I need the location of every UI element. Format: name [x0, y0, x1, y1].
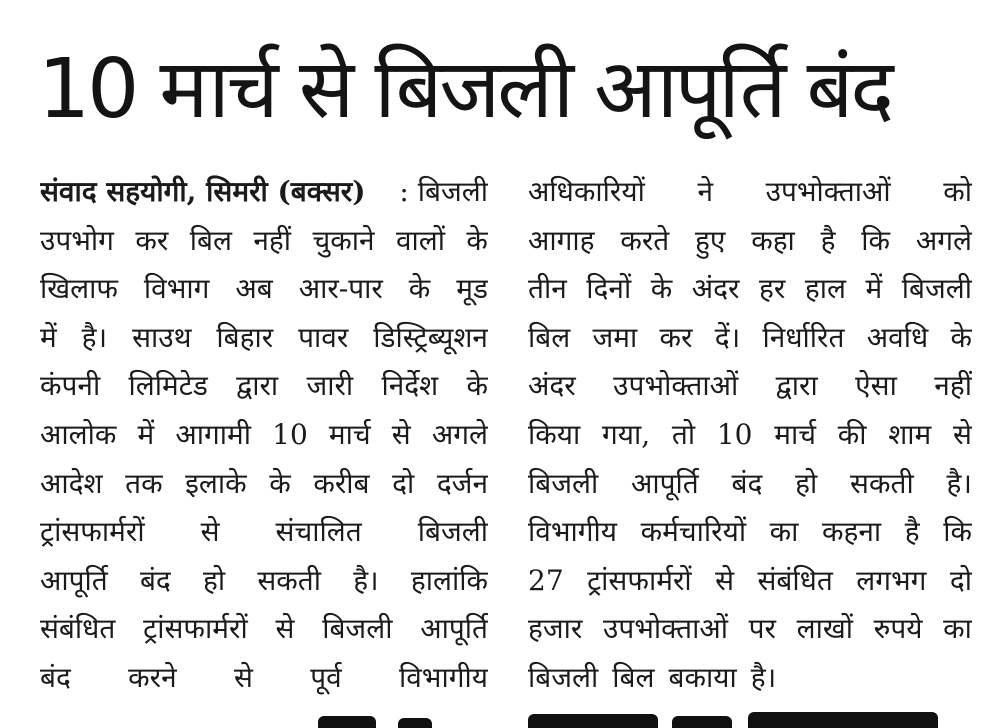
line-text: : बिजली: [399, 175, 488, 208]
cropped-text-fragment: [748, 712, 938, 728]
article-line: [528, 605, 972, 654]
word: उपभोक्ताओं: [613, 369, 739, 403]
cropped-text-fragment: [672, 716, 732, 728]
word: दो: [392, 466, 415, 500]
word: निर्धारित: [762, 320, 845, 354]
word: हालांकि: [410, 563, 488, 597]
word: उपभोक्ताओं: [765, 175, 891, 208]
word: उपभोग: [40, 223, 114, 257]
word: शाम: [888, 417, 932, 451]
article-line: [40, 314, 488, 363]
word: कर्मचारियों: [640, 515, 747, 549]
word: आदेश: [40, 466, 103, 500]
word: बिजली: [417, 515, 488, 549]
word: कंपनी: [40, 369, 101, 403]
word: पूर्व: [310, 660, 342, 694]
word: कहा: [751, 223, 795, 257]
article-line: [40, 460, 488, 509]
word: बंद: [139, 563, 171, 597]
word: संचालित: [275, 515, 362, 549]
article-line: [528, 508, 972, 557]
word: द्वारा: [775, 369, 818, 403]
word: निर्देश: [381, 369, 439, 403]
word: ट्रांसफार्मरों: [143, 612, 248, 646]
word: आपूर्ति: [40, 563, 108, 597]
word: किया: [528, 417, 581, 451]
word: आपूर्ति: [631, 466, 699, 500]
headline: 10 मार्च से बिजली आपूर्ति बंद: [38, 42, 891, 137]
word: में: [137, 417, 155, 451]
article-line: [40, 168, 488, 217]
article-line: [40, 508, 488, 557]
word: सकती: [850, 466, 914, 500]
word: साउथ: [132, 320, 192, 354]
article-line: [528, 314, 972, 363]
article-line: [528, 557, 972, 606]
word: दर्जन: [436, 466, 488, 500]
word: ने: [697, 175, 713, 208]
word: पर: [748, 612, 776, 646]
word: 27: [528, 563, 564, 597]
article-line: [40, 362, 488, 411]
word: हो: [203, 563, 226, 597]
word: बिजली: [528, 466, 599, 500]
word: डिस्ट्रिब्यूशन: [373, 320, 488, 354]
word: इलाके: [185, 466, 247, 500]
word: से: [233, 660, 253, 694]
word: रुपये: [873, 612, 923, 646]
word: ट्रांसफार्मरों: [587, 563, 692, 597]
article-line: [528, 654, 972, 703]
word: कि: [861, 223, 891, 257]
word: आपूर्ति: [420, 612, 488, 646]
word: उपभोक्ताओं: [602, 612, 729, 646]
article-line: [40, 411, 488, 460]
word: करते: [620, 223, 670, 257]
word: का: [769, 515, 799, 549]
word: है।: [750, 660, 777, 694]
word: की: [837, 417, 867, 451]
article-line: [40, 654, 488, 703]
word: है: [904, 515, 920, 549]
word: जारी: [306, 369, 354, 403]
word: आर-पार: [298, 272, 383, 306]
word: आगामी: [175, 417, 251, 451]
word: का: [943, 612, 972, 646]
word: सकती: [257, 563, 321, 597]
word: लाखों: [796, 612, 854, 646]
word: बिजली: [528, 660, 599, 694]
word: बंद: [40, 660, 71, 694]
article-column-left: [40, 168, 488, 703]
word: वालों: [395, 223, 445, 257]
word: बिल: [528, 320, 571, 354]
word: से: [953, 417, 972, 451]
word: नहीं: [253, 223, 292, 257]
word: बिजली: [322, 612, 393, 646]
word: के: [466, 369, 488, 403]
article-line: [40, 557, 488, 606]
word: 10: [272, 417, 308, 451]
word: है: [820, 223, 836, 257]
word: के: [950, 320, 972, 354]
word: है।: [81, 320, 108, 354]
word: तक: [125, 466, 163, 500]
word: दिनों: [586, 272, 632, 306]
next-story-fragment: [0, 700, 1003, 728]
word: संबंधित: [40, 612, 116, 646]
word: के: [650, 272, 673, 306]
article-line: [528, 217, 972, 266]
word: लिमिटेड: [128, 369, 208, 403]
word: बकाया: [668, 660, 737, 694]
article-line: [528, 411, 972, 460]
word: अंदर: [528, 369, 576, 403]
word: के: [269, 466, 291, 500]
word: विभागीय: [528, 515, 618, 549]
word: बिहार: [216, 320, 274, 354]
word: कर: [659, 320, 693, 354]
word: में: [865, 272, 883, 306]
word: द्वारा: [236, 369, 279, 403]
word: दें।: [714, 320, 741, 354]
byline: संवाद सहयोगी, सिमरी (बक्सर): [40, 175, 366, 208]
word: हजार: [528, 612, 583, 646]
word: से: [200, 515, 220, 549]
word: हो: [795, 466, 818, 500]
word: से: [275, 612, 295, 646]
word: मार्च: [774, 417, 816, 451]
word: अगले: [431, 417, 488, 451]
article-line: [528, 362, 972, 411]
word: है।: [946, 466, 972, 500]
article-line: [40, 217, 488, 266]
article-line: [40, 605, 488, 654]
word: दो: [949, 563, 972, 597]
word: हाल: [804, 272, 846, 306]
word: आलोक: [40, 417, 117, 451]
word: खिलाफ: [40, 272, 118, 306]
word: अधिकारियों: [528, 175, 645, 208]
word: पावर: [298, 320, 349, 354]
word: से: [391, 417, 411, 451]
word: के: [466, 223, 488, 257]
word: को: [943, 175, 972, 208]
word: बंद: [731, 466, 763, 500]
word: 10: [716, 417, 753, 451]
word: मूड: [456, 272, 488, 306]
word: कर: [135, 223, 169, 257]
word: अंदर: [691, 272, 740, 306]
word: विभाग: [143, 272, 210, 306]
word: हुए: [695, 223, 726, 257]
word: जमा: [592, 320, 638, 354]
word: बिल: [612, 660, 655, 694]
word: बिजली: [901, 272, 972, 306]
word: अगले: [915, 223, 972, 257]
article-line: [528, 460, 972, 509]
article-line: [528, 265, 972, 314]
cropped-text-fragment: [398, 718, 432, 728]
word: करने: [128, 660, 177, 694]
article-line: [528, 168, 972, 217]
word: करीब: [313, 466, 370, 500]
word: बिल: [189, 223, 232, 257]
word: ऐसा: [855, 369, 897, 403]
word: संबंधित: [757, 563, 833, 597]
word: कि: [943, 515, 972, 549]
word: विभागीय: [398, 660, 488, 694]
word: गया,: [601, 417, 651, 451]
cropped-text-fragment: [318, 716, 376, 728]
word: आगाह: [528, 223, 595, 257]
word: तो: [671, 417, 696, 451]
word: ट्रांसफार्मरों: [40, 515, 145, 549]
word: अब: [235, 272, 273, 306]
word: में: [40, 320, 57, 354]
article-column-right: [528, 168, 972, 703]
word: से: [715, 563, 735, 597]
word: है।: [353, 563, 379, 597]
word: हर: [758, 272, 786, 306]
word: के: [408, 272, 431, 306]
word: चुकाने: [312, 223, 375, 257]
word: नहीं: [934, 369, 972, 403]
word: लगभग: [856, 563, 927, 597]
word: मार्च: [328, 417, 371, 451]
cropped-text-fragment: [528, 714, 658, 728]
word: अवधि: [866, 320, 929, 354]
article-line: [40, 265, 488, 314]
word: तीन: [528, 272, 567, 306]
word: कहना: [822, 515, 882, 549]
